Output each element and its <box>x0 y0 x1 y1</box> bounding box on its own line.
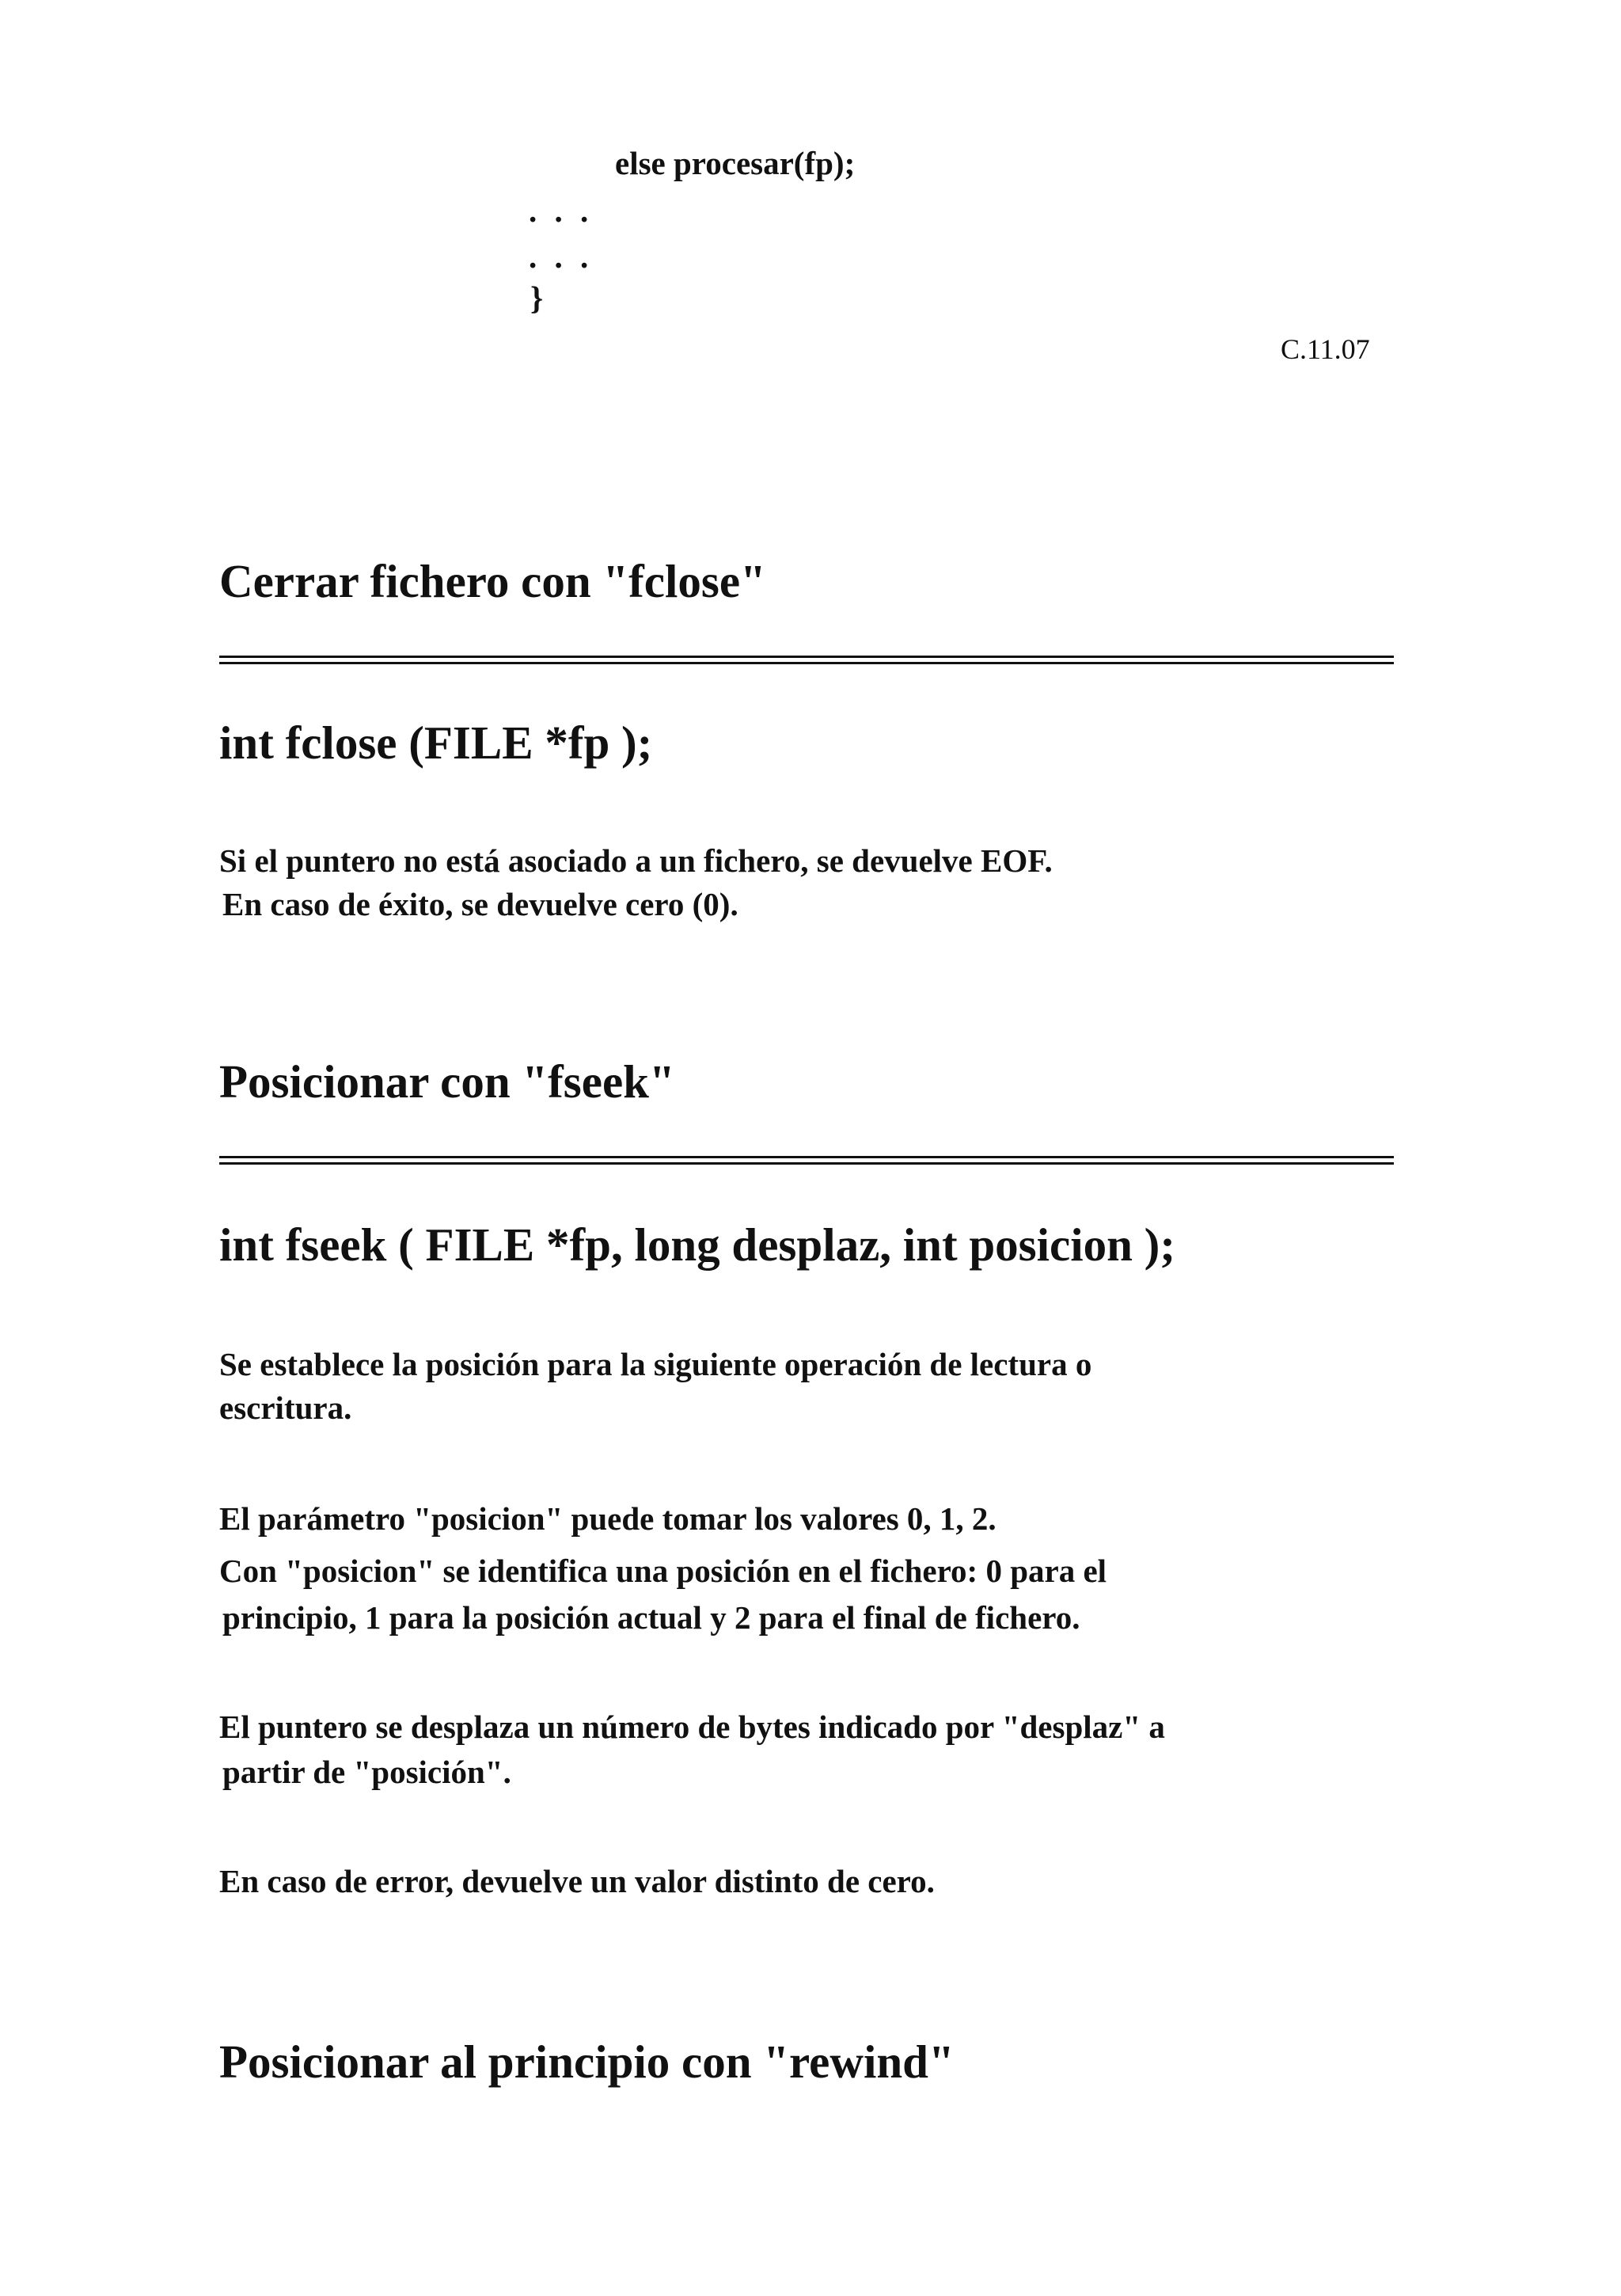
fseek-text-description-line2: escritura. <box>219 1389 352 1426</box>
section-heading-fseek: Posicionar con "fseek" <box>219 1055 675 1108</box>
code-line-else-procesar: else procesar(fp); <box>615 145 856 181</box>
fseek-text-error: En caso de error, devuelve un valor distinto de cero. <box>219 1863 935 1899</box>
code-ellipsis: . . . <box>529 238 594 275</box>
fclose-text-eof: Si el puntero no está asociado a un fichero, se devuelve EOF. <box>219 842 1053 879</box>
fclose-text-success: En caso de éxito, se devuelve cero (0). <box>222 886 738 922</box>
fseek-text-desplaz-line1: El puntero se desplaza un número de bytes indicado por "desplaz" a <box>219 1709 1165 1745</box>
section-heading-rewind: Posicionar al principio con "rewind" <box>219 2036 955 2088</box>
fseek-text-posicion-meaning-line1: Con "posicion" se identifica una posición en el fichero: 0 para el <box>219 1553 1107 1589</box>
code-close-brace: } <box>530 279 544 316</box>
code-ellipsis: . . . <box>529 192 594 229</box>
fseek-prototype: int fseek ( FILE *fp, long desplaz, int posicion ); <box>219 1218 1175 1271</box>
double-rule-divider <box>219 656 1394 664</box>
section-heading-fclose: Cerrar fichero con "fclose" <box>219 555 766 607</box>
fseek-text-posicion-meaning-line2: principio, 1 para la posición actual y 2 para el final de fichero. <box>222 1599 1080 1636</box>
page-reference: C.11.07 <box>1281 333 1370 365</box>
fseek-text-desplaz-line2: partir de "posición". <box>222 1754 511 1790</box>
fclose-prototype: int fclose (FILE *fp ); <box>219 717 653 769</box>
double-rule-divider <box>219 1156 1394 1165</box>
fseek-text-posicion-values: El parámetro "posicion" puede tomar los valores 0, 1, 2. <box>219 1500 997 1537</box>
fseek-text-description-line1: Se establece la posición para la siguiente operación de lectura o <box>219 1346 1092 1382</box>
